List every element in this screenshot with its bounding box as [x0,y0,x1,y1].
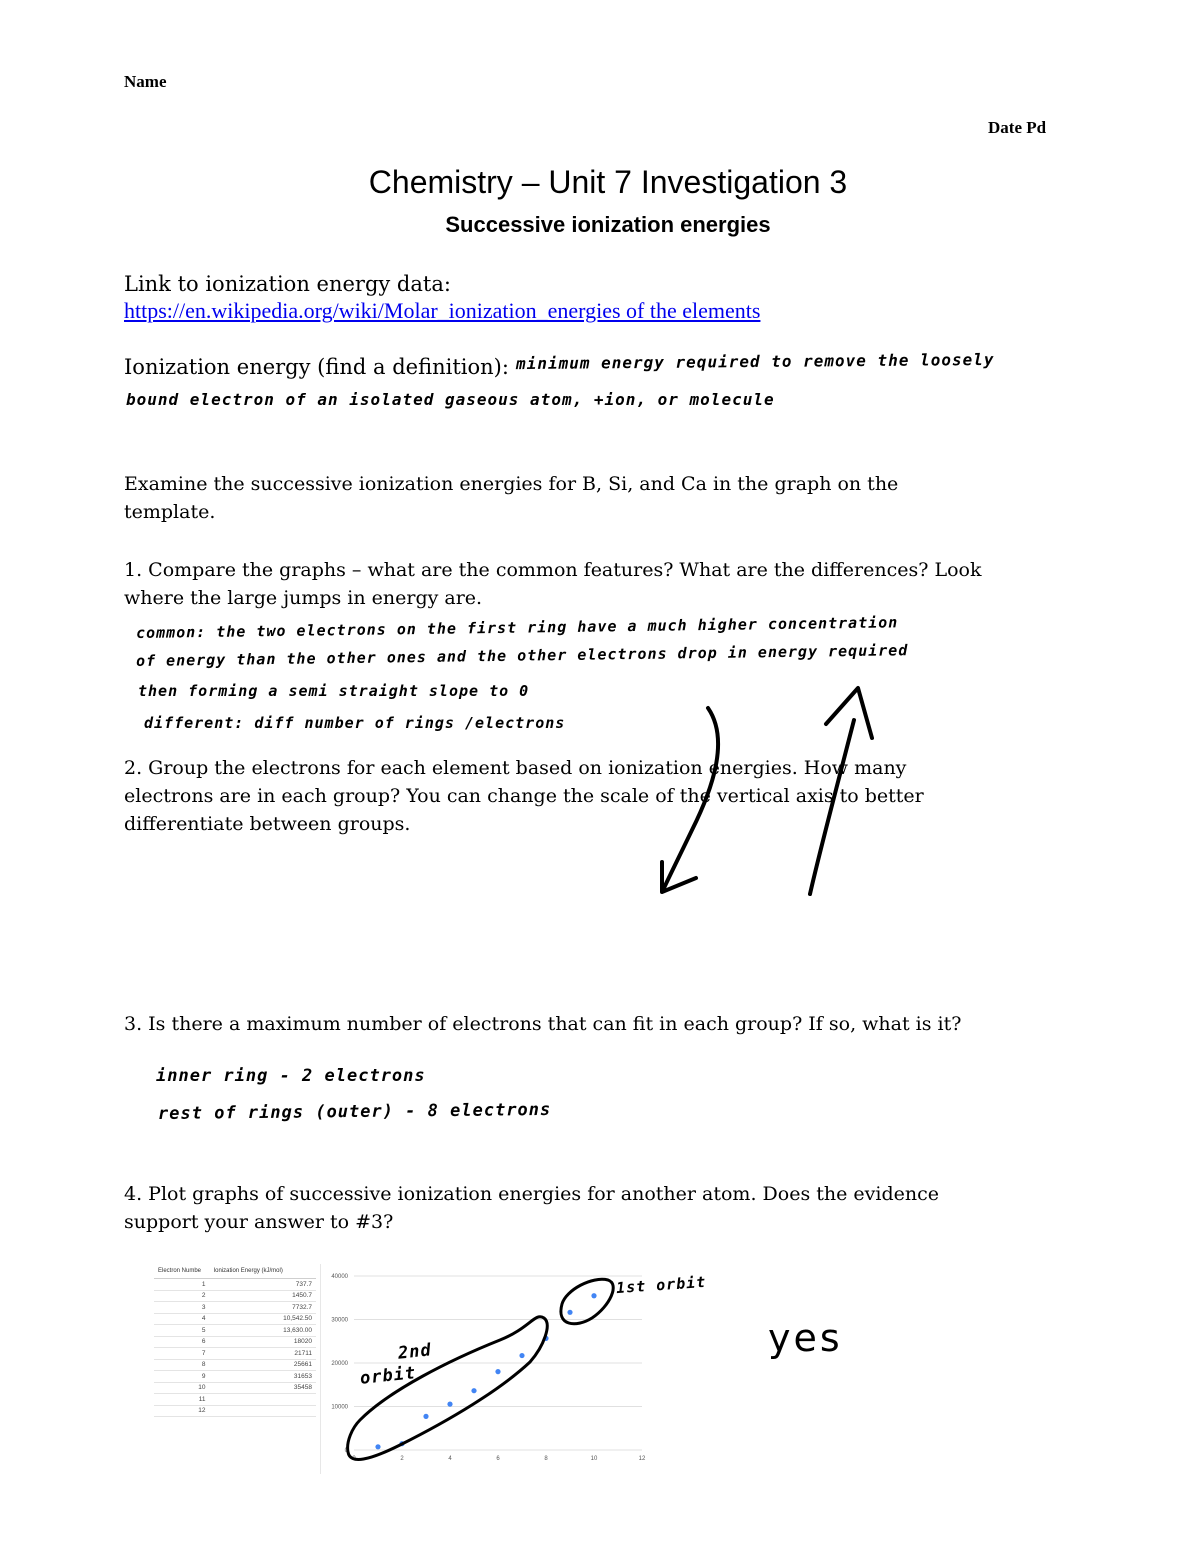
electron-number-cell: 9 [154,1371,209,1383]
arrow-down-left [664,708,718,888]
table-row [154,1279,316,1291]
electron-number-cell: 10 [154,1382,209,1394]
table-row [154,1359,316,1371]
ionization-energy-cell: 18020 [209,1336,316,1348]
x-tick-label: 10 [590,1456,598,1462]
first-orbit-annotation: 1st orbit [615,1272,707,1298]
table-row [154,1302,316,1314]
ionization-energy-cell: 1450.7 [209,1290,316,1302]
question-2-line1: 2. Group the electrons for each element based on ionization energies. How many [124,757,907,779]
question-1-answer-line4: different: diff number of rings /electrons [144,714,566,732]
electron-number-cell: 2 [154,1290,209,1302]
electron-number-cell: 11 [154,1394,209,1406]
electron-number-cell: 3 [154,1302,209,1314]
question-3-line1: 3. Is there a maximum number of electrons that can fit in each group? If so, what is it? [124,1013,962,1035]
link-label: Link to ionization energy data: [124,272,451,296]
second-orbit-annotation-line2: orbit [359,1363,418,1389]
x-tick-label: 12 [638,1456,646,1462]
y-tick-label: 0 [344,1448,348,1454]
ionization-data-link[interactable]: https://en.wikipedia.org/wiki/Molar_ionization_energies of the elements [124,298,761,323]
table-header-ionization-energy: Ionization Energy (kJ/mol) [209,1264,316,1279]
question-3-answer-line2: rest of rings (outer) - 8 electrons [157,1099,552,1124]
arrow-head-up-right [826,688,872,738]
ionization-energy-cell: 25661 [209,1359,316,1371]
y-tick-label: 20000 [331,1361,348,1367]
ionization-energy-cell: 21711 [209,1348,316,1360]
x-tick-label: 2 [400,1456,404,1462]
table-row [154,1325,316,1337]
question-3-answer-line1: inner ring - 2 electrons [156,1066,426,1086]
question-4-line1: 4. Plot graphs of successive ionization energies for another atom. Does the evidence [124,1183,939,1205]
electron-number-cell: 1 [154,1279,209,1291]
table-row [154,1313,316,1325]
ionization-energy-cell: 13,630.00 [209,1325,316,1337]
electron-number-cell: 4 [154,1313,209,1325]
table-header-row [154,1264,316,1279]
date-period-label: Date Pd [988,118,1047,137]
page-subtitle: Successive ionization energies [445,212,771,237]
x-tick-label: 0 [352,1456,356,1462]
ionization-energy-cell: 31653 [209,1371,316,1383]
ionization-energy-cell [209,1394,316,1406]
question-1-answer-line3: then forming a semi straight slope to 0 [138,682,530,700]
x-tick-label: 8 [544,1456,548,1462]
question-2-line2: electrons are in each group? You can change the scale of the vertical axis to better [124,785,924,807]
first-orbit-loop [561,1279,613,1323]
definition-prompt: Ionization energy (find a definition): [124,355,509,379]
table-row [154,1394,316,1406]
ionization-energy-cell: 7732.7 [209,1302,316,1314]
electron-number-cell: 6 [154,1336,209,1348]
table-row [154,1290,316,1302]
electron-number-cell: 8 [154,1359,209,1371]
table-row [154,1348,316,1360]
table-row [154,1405,316,1417]
intro-line1: Examine the successive ionization energies for B, Si, and Ca in the graph on the [124,473,899,495]
table-row [154,1371,316,1383]
electron-number-cell: 12 [154,1405,209,1417]
table-row [154,1336,316,1348]
second-orbit-loop [348,1317,548,1460]
y-tick-label: 40000 [331,1274,348,1280]
electron-number-cell: 5 [154,1325,209,1337]
ionization-energy-cell: 35458 [209,1382,316,1394]
handdrawn-arrows [640,680,900,910]
x-tick-label: 4 [448,1456,452,1462]
question-4-answer: yes [768,1316,843,1360]
definition-answer-line2: bound electron of an isolated gaseous atom, +ion, or molecule [126,390,775,409]
question-1-answer-line1: common: the two electrons on the first ring have a much higher concentration [135,613,899,642]
name-label: Name [124,72,167,91]
question-1-line1: 1. Compare the graphs – what are the common features? What are the differences? Look [124,559,982,581]
electron-number-cell: 7 [154,1348,209,1360]
question-1-answer-line2: of energy than the other ones and the other electrons drop in energy required [135,641,909,670]
question-4-line2: support your answer to #3? [124,1211,394,1233]
question-1-line2: where the large jumps in energy are. [124,587,483,609]
second-orbit-annotation-line1: 2nd [397,1340,433,1364]
question-2-line3: differentiate between groups. [124,813,411,835]
ionization-energy-cell: 10,542.50 [209,1313,316,1325]
ionization-data-table [154,1264,316,1464]
definition-answer-line1: minimum energy required to remove the loosely [515,349,995,374]
ionization-energy-cell: 737.7 [209,1279,316,1291]
page-title: Chemistry – Unit 7 Investigation 3 [368,164,848,200]
ionization-energy-cell [209,1405,316,1417]
table-header-electron-number: Electron Numbe [154,1264,209,1279]
x-tick-label: 6 [496,1456,500,1462]
table-row [154,1382,316,1394]
y-tick-label: 30000 [331,1317,348,1324]
intro-line2: template. [124,501,216,523]
arrow-up-right [810,720,854,894]
y-tick-label: 10000 [331,1404,348,1411]
